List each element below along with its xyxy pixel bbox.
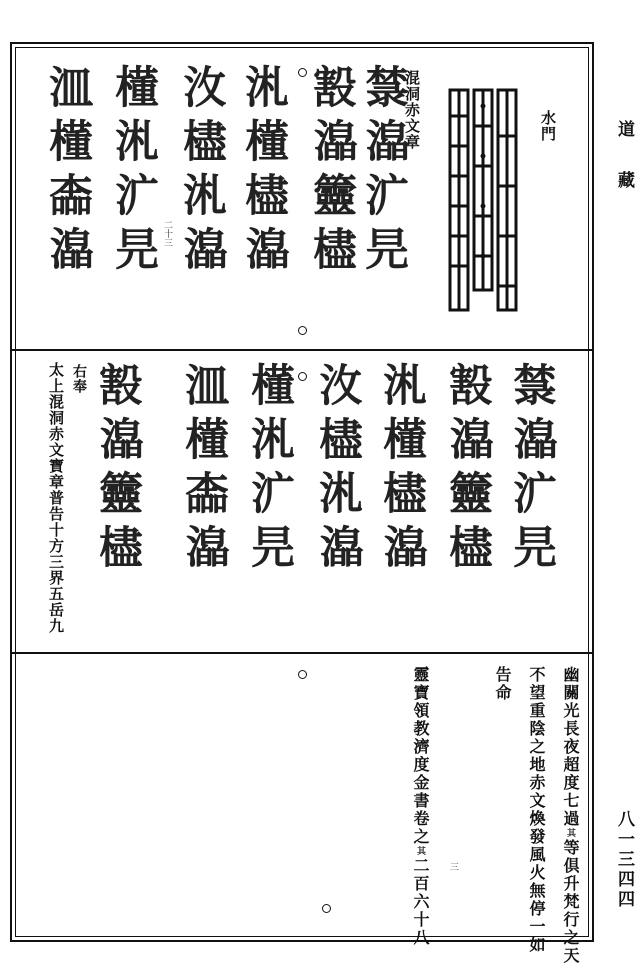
column-note: 三	[448, 862, 458, 871]
text-column-4b: 二百六十八	[411, 857, 430, 947]
circle-mark	[298, 68, 307, 77]
text-column-4a: 靈寶領教濟度金書卷之	[411, 666, 430, 846]
seal-column-1: 㯟㵿㲿㫕	[505, 362, 556, 578]
seal-column-2: 㲅㵿䉹㯸	[441, 362, 492, 578]
seal-column-5: 㯵㳐㲿㫕	[107, 64, 158, 280]
seal-column-1: 㯟㵿㲿㫕	[357, 64, 408, 280]
column-note: 二十三	[162, 220, 172, 247]
circle-mark	[298, 326, 307, 335]
circle-mark	[322, 904, 331, 913]
seal-column-4: 㳊㯸㳐㵿	[311, 362, 362, 578]
seal-column-6: 㳑㯵㮺㵿	[177, 362, 228, 578]
closing-label: 右奉	[71, 364, 87, 394]
text-column-1a: 幽關光長夜超度七過	[561, 666, 580, 828]
talisman-label: 水門	[539, 110, 557, 142]
seal-column-4: 㳊㯸㳐㵿	[175, 64, 226, 280]
column-note: 其	[565, 828, 575, 839]
text-column-1b: 等倶升梵行之天	[561, 839, 580, 965]
seal-column-7: 㲅㵿䉹㯸	[91, 362, 142, 578]
circle-mark	[298, 372, 307, 381]
section-title: 混洞赤文章	[403, 70, 421, 150]
seal-column-3: 㳐㯵㯸㵿	[375, 362, 426, 578]
circle-mark	[298, 670, 307, 679]
seal-column-6: 㳑㯵㮺㵿	[41, 64, 92, 280]
talisman-figure	[446, 86, 520, 314]
book-title: 道藏	[614, 120, 634, 222]
closing-text: 太上混洞赤文寶章普告十方三界五岳九	[47, 362, 65, 634]
text-column-4	[412, 666, 428, 947]
text-column-2: 不望重陰之地赤文煥發風火無停一如	[527, 666, 546, 954]
panel-divider-bottom	[10, 652, 594, 654]
page-number: 八一三四四	[614, 810, 634, 910]
panel-divider-top	[10, 349, 594, 351]
text-column-1	[562, 666, 578, 965]
seal-column-5: 㯵㳐㲿㫕	[243, 362, 294, 578]
column-note: 其	[415, 846, 425, 857]
seal-column-2: 㲅㵿䉹㯸	[305, 64, 356, 280]
text-column-3: 告命	[493, 666, 512, 702]
seal-column-3: 㳐㯵㯸㵿	[237, 64, 288, 280]
